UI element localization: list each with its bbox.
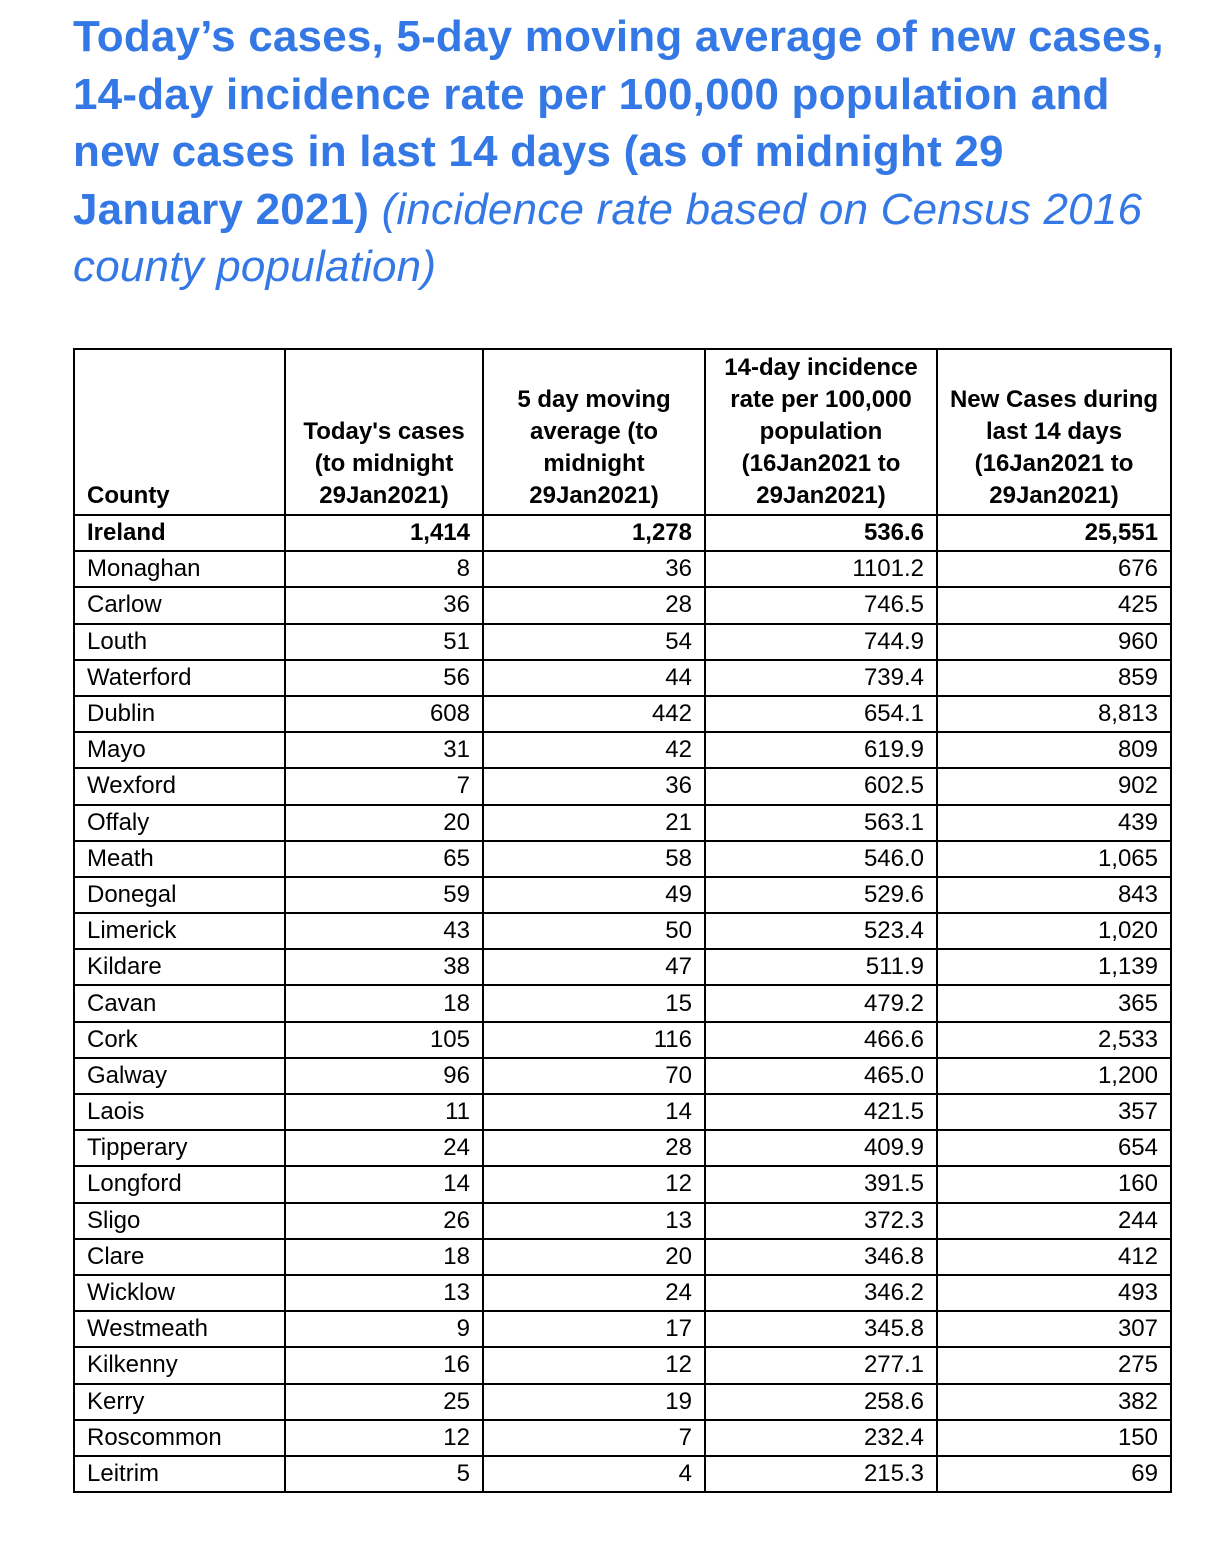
county-cell: Dublin bbox=[74, 696, 285, 732]
county-cell: Tipperary bbox=[74, 1130, 285, 1166]
todays-cases-cell: 16 bbox=[285, 1347, 483, 1383]
table-row bbox=[74, 1347, 1171, 1383]
moving-average-cell: 44 bbox=[483, 660, 705, 696]
new-cases-cell: 1,139 bbox=[937, 949, 1171, 985]
table-row bbox=[74, 587, 1171, 623]
table-row bbox=[74, 1456, 1171, 1492]
todays-cases-cell: 65 bbox=[285, 841, 483, 877]
new-cases-cell: 809 bbox=[937, 732, 1171, 768]
todays-cases-cell: 7 bbox=[285, 768, 483, 804]
incidence-rate-cell: 744.9 bbox=[705, 624, 937, 660]
county-cell: Cork bbox=[74, 1022, 285, 1058]
county-cell: Monaghan bbox=[74, 551, 285, 587]
county-cell: Westmeath bbox=[74, 1311, 285, 1347]
todays-cases-cell: 11 bbox=[285, 1094, 483, 1130]
moving-average-cell: 12 bbox=[483, 1347, 705, 1383]
header-moving-average: 5 day moving average (to midnight 29Jan2021) bbox=[483, 349, 705, 515]
moving-average-cell: 50 bbox=[483, 913, 705, 949]
county-cases-table bbox=[73, 348, 1172, 1493]
moving-average-cell: 36 bbox=[483, 768, 705, 804]
new-cases-cell: 654 bbox=[937, 1130, 1171, 1166]
incidence-rate-cell: 258.6 bbox=[705, 1384, 937, 1420]
new-cases-cell: 859 bbox=[937, 660, 1171, 696]
new-cases-cell: 307 bbox=[937, 1311, 1171, 1347]
todays-cases-cell: 608 bbox=[285, 696, 483, 732]
table-row bbox=[74, 1420, 1171, 1456]
incidence-rate-cell: 465.0 bbox=[705, 1058, 937, 1094]
incidence-rate-cell: 746.5 bbox=[705, 587, 937, 623]
moving-average-cell: 70 bbox=[483, 1058, 705, 1094]
moving-average-cell: 4 bbox=[483, 1456, 705, 1492]
new-cases-cell: 357 bbox=[937, 1094, 1171, 1130]
new-cases-cell: 150 bbox=[937, 1420, 1171, 1456]
county-cell: Roscommon bbox=[74, 1420, 285, 1456]
county-cell: Donegal bbox=[74, 877, 285, 913]
new-cases-cell: 25,551 bbox=[937, 515, 1171, 551]
county-cell: Laois bbox=[74, 1094, 285, 1130]
incidence-rate-cell: 372.3 bbox=[705, 1203, 937, 1239]
todays-cases-cell: 51 bbox=[285, 624, 483, 660]
moving-average-cell: 20 bbox=[483, 1239, 705, 1275]
county-cell: Waterford bbox=[74, 660, 285, 696]
incidence-rate-cell: 529.6 bbox=[705, 877, 937, 913]
new-cases-cell: 1,020 bbox=[937, 913, 1171, 949]
moving-average-cell: 28 bbox=[483, 1130, 705, 1166]
new-cases-cell: 425 bbox=[937, 587, 1171, 623]
county-cell: Mayo bbox=[74, 732, 285, 768]
table-body bbox=[74, 515, 1171, 1492]
todays-cases-cell: 36 bbox=[285, 587, 483, 623]
new-cases-cell: 960 bbox=[937, 624, 1171, 660]
incidence-rate-cell: 546.0 bbox=[705, 841, 937, 877]
todays-cases-cell: 31 bbox=[285, 732, 483, 768]
moving-average-cell: 42 bbox=[483, 732, 705, 768]
todays-cases-cell: 26 bbox=[285, 1203, 483, 1239]
new-cases-cell: 365 bbox=[937, 985, 1171, 1021]
todays-cases-cell: 1,414 bbox=[285, 515, 483, 551]
table-row bbox=[74, 841, 1171, 877]
incidence-rate-cell: 1101.2 bbox=[705, 551, 937, 587]
county-cell: Kerry bbox=[74, 1384, 285, 1420]
county-cell: Meath bbox=[74, 841, 285, 877]
moving-average-cell: 49 bbox=[483, 877, 705, 913]
incidence-rate-cell: 536.6 bbox=[705, 515, 937, 551]
incidence-rate-cell: 346.8 bbox=[705, 1239, 937, 1275]
todays-cases-cell: 14 bbox=[285, 1166, 483, 1202]
todays-cases-cell: 105 bbox=[285, 1022, 483, 1058]
new-cases-cell: 676 bbox=[937, 551, 1171, 587]
incidence-rate-cell: 654.1 bbox=[705, 696, 937, 732]
new-cases-cell: 1,200 bbox=[937, 1058, 1171, 1094]
moving-average-cell: 14 bbox=[483, 1094, 705, 1130]
moving-average-cell: 116 bbox=[483, 1022, 705, 1058]
county-cell: Clare bbox=[74, 1239, 285, 1275]
incidence-rate-cell: 409.9 bbox=[705, 1130, 937, 1166]
county-cell: Kildare bbox=[74, 949, 285, 985]
new-cases-cell: 69 bbox=[937, 1456, 1171, 1492]
new-cases-cell: 412 bbox=[937, 1239, 1171, 1275]
county-cell: Carlow bbox=[74, 587, 285, 623]
table-row-total bbox=[74, 515, 1171, 551]
county-cell: Limerick bbox=[74, 913, 285, 949]
todays-cases-cell: 25 bbox=[285, 1384, 483, 1420]
incidence-rate-cell: 421.5 bbox=[705, 1094, 937, 1130]
table-row bbox=[74, 985, 1171, 1021]
moving-average-cell: 7 bbox=[483, 1420, 705, 1456]
todays-cases-cell: 18 bbox=[285, 1239, 483, 1275]
moving-average-cell: 12 bbox=[483, 1166, 705, 1202]
moving-average-cell: 442 bbox=[483, 696, 705, 732]
moving-average-cell: 19 bbox=[483, 1384, 705, 1420]
new-cases-cell: 1,065 bbox=[937, 841, 1171, 877]
title-subtitle: (incidence rate based on Census 2016 county population) bbox=[73, 184, 1143, 291]
county-cell: Offaly bbox=[74, 805, 285, 841]
moving-average-cell: 13 bbox=[483, 1203, 705, 1239]
new-cases-cell: 244 bbox=[937, 1203, 1171, 1239]
county-cell: Galway bbox=[74, 1058, 285, 1094]
todays-cases-cell: 96 bbox=[285, 1058, 483, 1094]
table-row bbox=[74, 949, 1171, 985]
incidence-rate-cell: 346.2 bbox=[705, 1275, 937, 1311]
table-header-row bbox=[74, 349, 1171, 515]
county-cell: Longford bbox=[74, 1166, 285, 1202]
moving-average-cell: 36 bbox=[483, 551, 705, 587]
moving-average-cell: 1,278 bbox=[483, 515, 705, 551]
new-cases-cell: 2,533 bbox=[937, 1022, 1171, 1058]
page-title bbox=[73, 8, 1183, 296]
county-cell: Leitrim bbox=[74, 1456, 285, 1492]
incidence-rate-cell: 523.4 bbox=[705, 913, 937, 949]
header-todays-cases: Today's cases (to midnight 29Jan2021) bbox=[285, 349, 483, 515]
incidence-rate-cell: 277.1 bbox=[705, 1347, 937, 1383]
table-row bbox=[74, 1022, 1171, 1058]
header-county: County bbox=[74, 349, 285, 515]
table-row bbox=[74, 732, 1171, 768]
moving-average-cell: 47 bbox=[483, 949, 705, 985]
county-cell: Cavan bbox=[74, 985, 285, 1021]
table-row bbox=[74, 1094, 1171, 1130]
new-cases-cell: 8,813 bbox=[937, 696, 1171, 732]
table-row bbox=[74, 696, 1171, 732]
todays-cases-cell: 56 bbox=[285, 660, 483, 696]
todays-cases-cell: 8 bbox=[285, 551, 483, 587]
new-cases-cell: 493 bbox=[937, 1275, 1171, 1311]
todays-cases-cell: 13 bbox=[285, 1275, 483, 1311]
new-cases-cell: 843 bbox=[937, 877, 1171, 913]
table-row bbox=[74, 1311, 1171, 1347]
table-row bbox=[74, 551, 1171, 587]
incidence-rate-cell: 232.4 bbox=[705, 1420, 937, 1456]
incidence-rate-cell: 602.5 bbox=[705, 768, 937, 804]
table-row bbox=[74, 624, 1171, 660]
incidence-rate-cell: 511.9 bbox=[705, 949, 937, 985]
table-row bbox=[74, 660, 1171, 696]
table-row bbox=[74, 877, 1171, 913]
moving-average-cell: 28 bbox=[483, 587, 705, 623]
table-row bbox=[74, 1130, 1171, 1166]
moving-average-cell: 17 bbox=[483, 1311, 705, 1347]
county-cell: Kilkenny bbox=[74, 1347, 285, 1383]
moving-average-cell: 24 bbox=[483, 1275, 705, 1311]
new-cases-cell: 902 bbox=[937, 768, 1171, 804]
new-cases-cell: 160 bbox=[937, 1166, 1171, 1202]
incidence-rate-cell: 345.8 bbox=[705, 1311, 937, 1347]
moving-average-cell: 54 bbox=[483, 624, 705, 660]
incidence-rate-cell: 563.1 bbox=[705, 805, 937, 841]
table-row bbox=[74, 768, 1171, 804]
todays-cases-cell: 59 bbox=[285, 877, 483, 913]
table-row bbox=[74, 913, 1171, 949]
incidence-rate-cell: 391.5 bbox=[705, 1166, 937, 1202]
county-cell: Ireland bbox=[74, 515, 285, 551]
todays-cases-cell: 12 bbox=[285, 1420, 483, 1456]
todays-cases-cell: 38 bbox=[285, 949, 483, 985]
table-row bbox=[74, 1384, 1171, 1420]
county-cell: Sligo bbox=[74, 1203, 285, 1239]
table-row bbox=[74, 1239, 1171, 1275]
table-row bbox=[74, 1166, 1171, 1202]
header-incidence-rate: 14-day incidence rate per 100,000 population (16Jan2021 to 29Jan2021) bbox=[705, 349, 937, 515]
todays-cases-cell: 24 bbox=[285, 1130, 483, 1166]
table-row bbox=[74, 1058, 1171, 1094]
incidence-rate-cell: 215.3 bbox=[705, 1456, 937, 1492]
county-cell: Wexford bbox=[74, 768, 285, 804]
new-cases-cell: 382 bbox=[937, 1384, 1171, 1420]
moving-average-cell: 21 bbox=[483, 805, 705, 841]
new-cases-cell: 275 bbox=[937, 1347, 1171, 1383]
header-new-cases: New Cases during last 14 days (16Jan2021 to 29Jan2021) bbox=[937, 349, 1171, 515]
incidence-rate-cell: 466.6 bbox=[705, 1022, 937, 1058]
new-cases-cell: 439 bbox=[937, 805, 1171, 841]
table-row bbox=[74, 1275, 1171, 1311]
incidence-rate-cell: 619.9 bbox=[705, 732, 937, 768]
county-cell: Wicklow bbox=[74, 1275, 285, 1311]
title-main: Today’s cases, 5-day moving average of new cases, 14-day incidence rate per 100,000 population and new cases in last 14 days (as of midnight 29 January 2021) bbox=[73, 12, 1164, 234]
todays-cases-cell: 20 bbox=[285, 805, 483, 841]
incidence-rate-cell: 739.4 bbox=[705, 660, 937, 696]
table-row bbox=[74, 805, 1171, 841]
todays-cases-cell: 18 bbox=[285, 985, 483, 1021]
todays-cases-cell: 9 bbox=[285, 1311, 483, 1347]
incidence-rate-cell: 479.2 bbox=[705, 985, 937, 1021]
county-cell: Louth bbox=[74, 624, 285, 660]
moving-average-cell: 58 bbox=[483, 841, 705, 877]
todays-cases-cell: 5 bbox=[285, 1456, 483, 1492]
moving-average-cell: 15 bbox=[483, 985, 705, 1021]
todays-cases-cell: 43 bbox=[285, 913, 483, 949]
table-row bbox=[74, 1203, 1171, 1239]
